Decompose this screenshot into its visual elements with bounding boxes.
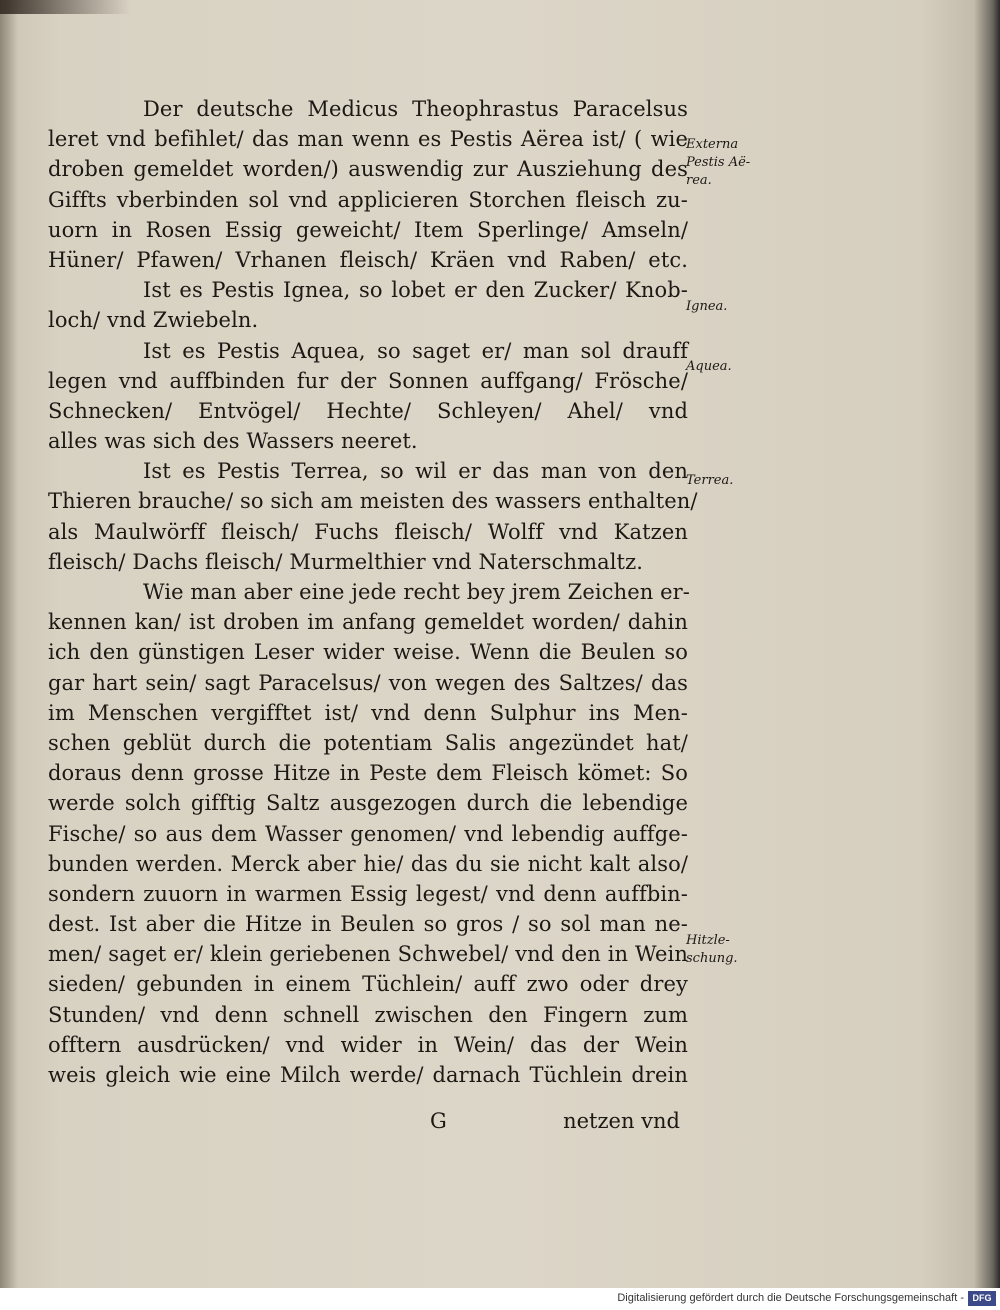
margin-line: rea.: [686, 173, 712, 188]
signature-mark: G: [430, 1109, 447, 1133]
text-line: Hüner/ Pfawen/ Vrhanen fleisch/ Kräen vnd Raben/ etc.: [48, 247, 688, 272]
text-line: als Maulwörff fleisch/ Fuchs fleisch/ Wolff vnd Katzen: [48, 519, 688, 544]
margin-line: Aquea.: [686, 359, 732, 374]
text-line: Stunden/ vnd denn schnell zwischen den Fingern zum: [48, 1002, 688, 1027]
text-line: leret vnd befihlet/ das man wenn es Pestis Aërea ist/ ( wie: [48, 127, 688, 152]
text-line: Thieren brauche/ so sich am meisten des wassers enthalten/: [48, 489, 698, 514]
text-line: alles was sich des Wassers neeret.: [48, 429, 418, 454]
text-line: im Menschen vergifftet ist/ vnd denn Sulphur ins Men-: [48, 700, 688, 725]
text-line: Der deutsche Medicus Theophrastus Paracelsus: [143, 97, 688, 121]
text-line: droben gemeldet worden/) auswendig zur Ausziehung des: [48, 157, 688, 182]
text-line: Wie man aber eine jede recht bey jrem Zeichen er-: [143, 580, 690, 604]
text-line: gar hart sein/ sagt Paracelsus/ von wegen des Saltzes/ das: [48, 670, 688, 695]
text-line: Fische/ so aus dem Wasser genomen/ vnd lebendig auffge-: [48, 821, 688, 846]
text-line: Ist es Pestis Terrea, so wil er das man von den: [143, 459, 688, 484]
spine-shadow: [0, 0, 18, 1288]
text-line: ich den günstigen Leser wider weise. Wenn die Beulen so: [48, 640, 688, 665]
text-line: sieden/ gebunden in einem Tüchlein/ auff zwo oder drey: [48, 972, 688, 997]
margin-line: Pestis Aë-: [686, 155, 751, 170]
text-line: schen geblüt durch die potentiam Salis angezündet hat/: [48, 730, 688, 755]
dfg-logo: DFG: [968, 1291, 996, 1306]
text-line: werde solch gifftig Saltz ausgezogen durch die lebendige: [48, 791, 688, 816]
margin-line: Ignea.: [686, 299, 728, 314]
binding-edge: [0, 0, 130, 14]
text-line: legen vnd auffbinden fur der Sonnen auffgang/ Frösche/: [48, 368, 688, 393]
margin-line: Terrea.: [686, 473, 734, 488]
text-line: kennen kan/ ist droben im anfang gemeldet worden/ dahin: [48, 610, 688, 635]
text-line: doraus denn grosse Hitze in Peste dem Fleisch kömet: So: [48, 761, 688, 786]
text-line: men/ saget er/ klein geriebenen Schwebel/ vnd den in Wein: [48, 942, 688, 967]
text-line: Schnecken/ Entvögel/ Hechte/ Schleyen/ Ahel/ vnd: [48, 398, 688, 423]
margin-note-terrea: [686, 472, 766, 490]
text-line: loch/ vnd Zwiebeln.: [48, 308, 259, 333]
margin-note-hitzleschung: [686, 932, 766, 968]
footer-credit: Digitalisierung gefördert durch die Deutsche Forschungsgemeinschaft -: [617, 1292, 964, 1304]
page-edge-shadow: [974, 0, 1000, 1288]
text-line: weis gleich wie eine Milch werde/ darnach Tüchlein drein: [48, 1063, 688, 1087]
margin-line: Hitzle-: [686, 933, 730, 948]
text-line: uorn in Rosen Essig geweicht/ Item Sperlinge/ Amseln/: [48, 217, 688, 242]
text-line: fleisch/ Dachs fleisch/ Murmelthier vnd Naterschmaltz.: [48, 549, 644, 574]
text-line: Ist es Pestis Ignea, so lobet er den Zucker/ Knob-: [143, 278, 688, 303]
margin-note-aquea: [686, 358, 766, 376]
text-line: offtern ausdrücken/ vnd wider in Wein/ das der Wein: [48, 1032, 688, 1057]
margin-note-ignea: [686, 298, 766, 316]
margin-line: Externa: [686, 137, 739, 152]
text-line: dest. Ist aber die Hitze in Beulen so gros / so sol man ne-: [48, 912, 688, 937]
text-line: bunden werden. Merck aber hie/ das du sie nicht kalt also/: [48, 851, 688, 876]
catchword: netzen vnd: [563, 1109, 680, 1133]
body-text: [48, 94, 698, 1090]
text-line: sondern zuuorn in warmen Essig legest/ vnd denn auffbin-: [48, 881, 688, 906]
margin-line: schung.: [686, 951, 738, 966]
margin-note-externa: [686, 136, 766, 190]
text-line: Ist es Pestis Aquea, so saget er/ man sol drauff: [143, 338, 688, 363]
digitization-footer: [0, 1288, 1000, 1310]
text-line: Giffts vberbinden sol vnd applicieren Storchen fleisch zu-: [48, 187, 688, 212]
page-foot: [48, 1106, 680, 1136]
